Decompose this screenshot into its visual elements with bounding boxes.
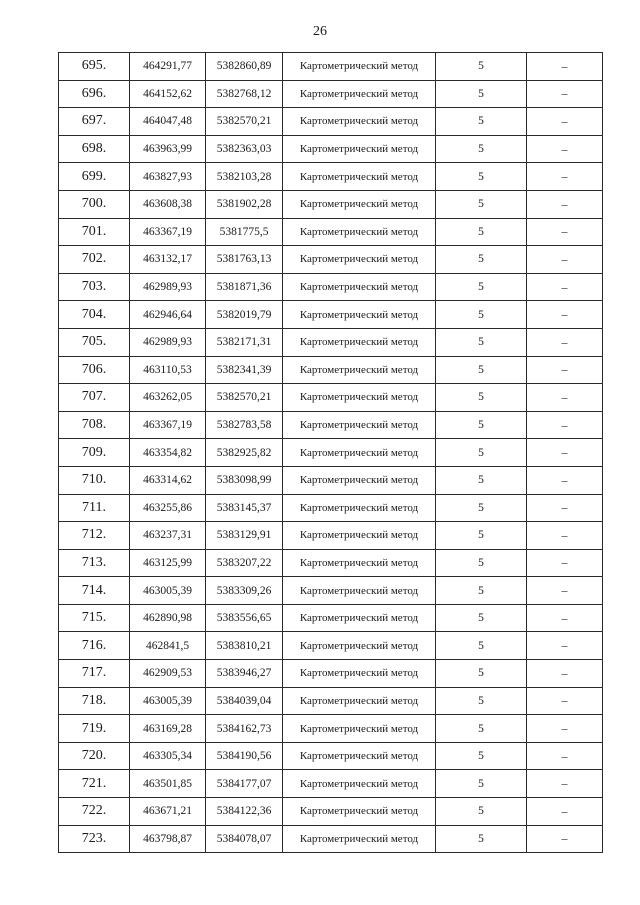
accuracy-cell: 5 xyxy=(436,218,527,246)
note-cell: – xyxy=(527,384,603,412)
x-coordinate-cell: 463110,53 xyxy=(130,356,206,384)
table-row xyxy=(59,384,603,412)
point-number-cell: 721. xyxy=(59,770,130,798)
method-cell: Картометрический метод xyxy=(283,53,436,81)
x-coordinate-cell: 463367,19 xyxy=(130,218,206,246)
table-row xyxy=(59,549,603,577)
y-coordinate-cell: 5382768,12 xyxy=(206,80,283,108)
y-coordinate-cell: 5382363,03 xyxy=(206,135,283,163)
table-row xyxy=(59,218,603,246)
table-row xyxy=(59,522,603,550)
note-cell: – xyxy=(527,356,603,384)
table-row xyxy=(59,770,603,798)
y-coordinate-cell: 5384177,07 xyxy=(206,770,283,798)
point-number-cell: 703. xyxy=(59,273,130,301)
y-coordinate-cell: 5383556,65 xyxy=(206,604,283,632)
method-cell: Картометрический метод xyxy=(283,466,436,494)
accuracy-cell: 5 xyxy=(436,273,527,301)
accuracy-cell: 5 xyxy=(436,798,527,826)
y-coordinate-cell: 5381775,5 xyxy=(206,218,283,246)
note-cell: – xyxy=(527,218,603,246)
method-cell: Картометрический метод xyxy=(283,328,436,356)
point-number-cell: 706. xyxy=(59,356,130,384)
table-row xyxy=(59,742,603,770)
note-cell: – xyxy=(527,494,603,522)
method-cell: Картометрический метод xyxy=(283,411,436,439)
y-coordinate-cell: 5383309,26 xyxy=(206,577,283,605)
page-number: 26 xyxy=(313,24,327,39)
table-row xyxy=(59,411,603,439)
method-cell: Картометрический метод xyxy=(283,301,436,329)
note-cell: – xyxy=(527,715,603,743)
table-row xyxy=(59,466,603,494)
x-coordinate-cell: 463314,62 xyxy=(130,466,206,494)
point-number-cell: 710. xyxy=(59,466,130,494)
accuracy-cell: 5 xyxy=(436,356,527,384)
x-coordinate-cell: 463132,17 xyxy=(130,246,206,274)
point-number-cell: 700. xyxy=(59,190,130,218)
accuracy-cell: 5 xyxy=(436,466,527,494)
table-row xyxy=(59,494,603,522)
point-number-cell: 716. xyxy=(59,632,130,660)
method-cell: Картометрический метод xyxy=(283,273,436,301)
method-cell: Картометрический метод xyxy=(283,742,436,770)
coordinates-table xyxy=(58,52,603,853)
accuracy-cell: 5 xyxy=(436,301,527,329)
table-row xyxy=(59,273,603,301)
accuracy-cell: 5 xyxy=(436,190,527,218)
note-cell: – xyxy=(527,798,603,826)
method-cell: Картометрический метод xyxy=(283,494,436,522)
note-cell: – xyxy=(527,301,603,329)
note-cell: – xyxy=(527,273,603,301)
x-coordinate-cell: 463169,28 xyxy=(130,715,206,743)
accuracy-cell: 5 xyxy=(436,770,527,798)
y-coordinate-cell: 5383946,27 xyxy=(206,660,283,688)
note-cell: – xyxy=(527,466,603,494)
note-cell: – xyxy=(527,246,603,274)
point-number-cell: 712. xyxy=(59,522,130,550)
point-number-cell: 711. xyxy=(59,494,130,522)
method-cell: Картометрический метод xyxy=(283,577,436,605)
table-row xyxy=(59,577,603,605)
accuracy-cell: 5 xyxy=(436,687,527,715)
x-coordinate-cell: 462989,93 xyxy=(130,328,206,356)
method-cell: Картометрический метод xyxy=(283,522,436,550)
method-cell: Картометрический метод xyxy=(283,715,436,743)
x-coordinate-cell: 463798,87 xyxy=(130,825,206,853)
y-coordinate-cell: 5383129,91 xyxy=(206,522,283,550)
table-row xyxy=(59,135,603,163)
method-cell: Картометрический метод xyxy=(283,135,436,163)
y-coordinate-cell: 5384162,73 xyxy=(206,715,283,743)
note-cell: – xyxy=(527,80,603,108)
point-number-cell: 715. xyxy=(59,604,130,632)
accuracy-cell: 5 xyxy=(436,660,527,688)
accuracy-cell: 5 xyxy=(436,246,527,274)
x-coordinate-cell: 463255,86 xyxy=(130,494,206,522)
table-row xyxy=(59,660,603,688)
coordinates-table-body xyxy=(59,53,603,853)
x-coordinate-cell: 464291,77 xyxy=(130,53,206,81)
accuracy-cell: 5 xyxy=(436,549,527,577)
method-cell: Картометрический метод xyxy=(283,439,436,467)
x-coordinate-cell: 463005,39 xyxy=(130,577,206,605)
note-cell: – xyxy=(527,135,603,163)
x-coordinate-cell: 463262,05 xyxy=(130,384,206,412)
y-coordinate-cell: 5382019,79 xyxy=(206,301,283,329)
method-cell: Картометрический метод xyxy=(283,604,436,632)
table-row xyxy=(59,328,603,356)
x-coordinate-cell: 463125,99 xyxy=(130,549,206,577)
accuracy-cell: 5 xyxy=(436,742,527,770)
accuracy-cell: 5 xyxy=(436,53,527,81)
note-cell: – xyxy=(527,549,603,577)
table-row xyxy=(59,163,603,191)
point-number-cell: 704. xyxy=(59,301,130,329)
y-coordinate-cell: 5381902,28 xyxy=(206,190,283,218)
point-number-cell: 717. xyxy=(59,660,130,688)
method-cell: Картометрический метод xyxy=(283,384,436,412)
method-cell: Картометрический метод xyxy=(283,356,436,384)
table-row xyxy=(59,108,603,136)
note-cell: – xyxy=(527,577,603,605)
point-number-cell: 722. xyxy=(59,798,130,826)
table-row xyxy=(59,632,603,660)
x-coordinate-cell: 462909,53 xyxy=(130,660,206,688)
y-coordinate-cell: 5384078,07 xyxy=(206,825,283,853)
point-number-cell: 720. xyxy=(59,742,130,770)
point-number-cell: 708. xyxy=(59,411,130,439)
y-coordinate-cell: 5384039,04 xyxy=(206,687,283,715)
y-coordinate-cell: 5383098,99 xyxy=(206,466,283,494)
note-cell: – xyxy=(527,742,603,770)
note-cell: – xyxy=(527,190,603,218)
point-number-cell: 723. xyxy=(59,825,130,853)
note-cell: – xyxy=(527,632,603,660)
note-cell: – xyxy=(527,660,603,688)
y-coordinate-cell: 5383207,22 xyxy=(206,549,283,577)
table-row xyxy=(59,687,603,715)
table-row xyxy=(59,798,603,826)
y-coordinate-cell: 5381871,36 xyxy=(206,273,283,301)
note-cell: – xyxy=(527,604,603,632)
note-cell: – xyxy=(527,53,603,81)
accuracy-cell: 5 xyxy=(436,825,527,853)
note-cell: – xyxy=(527,328,603,356)
note-cell: – xyxy=(527,163,603,191)
point-number-cell: 699. xyxy=(59,163,130,191)
point-number-cell: 698. xyxy=(59,135,130,163)
y-coordinate-cell: 5382925,82 xyxy=(206,439,283,467)
note-cell: – xyxy=(527,439,603,467)
point-number-cell: 701. xyxy=(59,218,130,246)
table-row xyxy=(59,604,603,632)
x-coordinate-cell: 463671,21 xyxy=(130,798,206,826)
method-cell: Картометрический метод xyxy=(283,798,436,826)
x-coordinate-cell: 464152,62 xyxy=(130,80,206,108)
x-coordinate-cell: 463305,34 xyxy=(130,742,206,770)
y-coordinate-cell: 5382103,28 xyxy=(206,163,283,191)
accuracy-cell: 5 xyxy=(436,522,527,550)
y-coordinate-cell: 5382570,21 xyxy=(206,384,283,412)
note-cell: – xyxy=(527,411,603,439)
note-cell: – xyxy=(527,687,603,715)
point-number-cell: 714. xyxy=(59,577,130,605)
accuracy-cell: 5 xyxy=(436,439,527,467)
x-coordinate-cell: 463237,31 xyxy=(130,522,206,550)
table-row xyxy=(59,246,603,274)
method-cell: Картометрический метод xyxy=(283,163,436,191)
accuracy-cell: 5 xyxy=(436,163,527,191)
accuracy-cell: 5 xyxy=(436,494,527,522)
accuracy-cell: 5 xyxy=(436,577,527,605)
note-cell: – xyxy=(527,522,603,550)
table-row xyxy=(59,825,603,853)
table-row xyxy=(59,190,603,218)
y-coordinate-cell: 5384122,36 xyxy=(206,798,283,826)
y-coordinate-cell: 5383145,37 xyxy=(206,494,283,522)
point-number-cell: 696. xyxy=(59,80,130,108)
x-coordinate-cell: 463963,99 xyxy=(130,135,206,163)
method-cell: Картометрический метод xyxy=(283,218,436,246)
accuracy-cell: 5 xyxy=(436,604,527,632)
table-row xyxy=(59,356,603,384)
note-cell: – xyxy=(527,770,603,798)
x-coordinate-cell: 463827,93 xyxy=(130,163,206,191)
x-coordinate-cell: 464047,48 xyxy=(130,108,206,136)
table-row xyxy=(59,53,603,81)
y-coordinate-cell: 5384190,56 xyxy=(206,742,283,770)
point-number-cell: 709. xyxy=(59,439,130,467)
x-coordinate-cell: 462890,98 xyxy=(130,604,206,632)
point-number-cell: 705. xyxy=(59,328,130,356)
point-number-cell: 719. xyxy=(59,715,130,743)
accuracy-cell: 5 xyxy=(436,632,527,660)
method-cell: Картометрический метод xyxy=(283,660,436,688)
method-cell: Картометрический метод xyxy=(283,108,436,136)
accuracy-cell: 5 xyxy=(436,411,527,439)
table-row xyxy=(59,80,603,108)
method-cell: Картометрический метод xyxy=(283,825,436,853)
method-cell: Картометрический метод xyxy=(283,687,436,715)
y-coordinate-cell: 5381763,13 xyxy=(206,246,283,274)
point-number-cell: 713. xyxy=(59,549,130,577)
note-cell: – xyxy=(527,108,603,136)
method-cell: Картометрический метод xyxy=(283,632,436,660)
x-coordinate-cell: 462946,64 xyxy=(130,301,206,329)
method-cell: Картометрический метод xyxy=(283,246,436,274)
point-number-cell: 695. xyxy=(59,53,130,81)
method-cell: Картометрический метод xyxy=(283,770,436,798)
accuracy-cell: 5 xyxy=(436,135,527,163)
y-coordinate-cell: 5382570,21 xyxy=(206,108,283,136)
method-cell: Картометрический метод xyxy=(283,80,436,108)
accuracy-cell: 5 xyxy=(436,80,527,108)
point-number-cell: 702. xyxy=(59,246,130,274)
x-coordinate-cell: 463005,39 xyxy=(130,687,206,715)
method-cell: Картометрический метод xyxy=(283,549,436,577)
accuracy-cell: 5 xyxy=(436,328,527,356)
point-number-cell: 707. xyxy=(59,384,130,412)
y-coordinate-cell: 5382783,58 xyxy=(206,411,283,439)
x-coordinate-cell: 463608,38 xyxy=(130,190,206,218)
y-coordinate-cell: 5382860,89 xyxy=(206,53,283,81)
x-coordinate-cell: 462841,5 xyxy=(130,632,206,660)
table-row xyxy=(59,301,603,329)
table-row xyxy=(59,715,603,743)
point-number-cell: 697. xyxy=(59,108,130,136)
note-cell: – xyxy=(527,825,603,853)
x-coordinate-cell: 463367,19 xyxy=(130,411,206,439)
accuracy-cell: 5 xyxy=(436,715,527,743)
method-cell: Картометрический метод xyxy=(283,190,436,218)
x-coordinate-cell: 463354,82 xyxy=(130,439,206,467)
accuracy-cell: 5 xyxy=(436,384,527,412)
y-coordinate-cell: 5382341,39 xyxy=(206,356,283,384)
point-number-cell: 718. xyxy=(59,687,130,715)
x-coordinate-cell: 462989,93 xyxy=(130,273,206,301)
y-coordinate-cell: 5382171,31 xyxy=(206,328,283,356)
y-coordinate-cell: 5383810,21 xyxy=(206,632,283,660)
accuracy-cell: 5 xyxy=(436,108,527,136)
x-coordinate-cell: 463501,85 xyxy=(130,770,206,798)
table-row xyxy=(59,439,603,467)
